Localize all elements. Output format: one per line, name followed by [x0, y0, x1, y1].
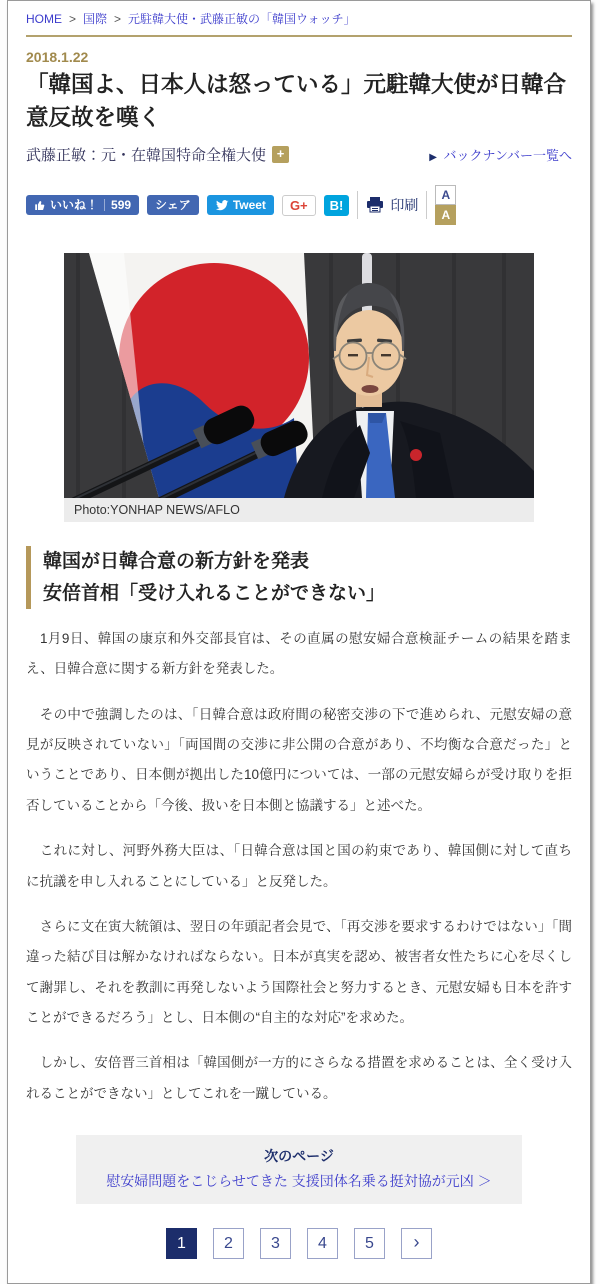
facebook-like-button[interactable]	[26, 195, 139, 215]
section-heading-line2: 安倍首相「受け入れることができない」	[43, 582, 386, 604]
next-page-label: 次のページ	[264, 1148, 334, 1165]
paragraph: しかし、安倍晋三首相は「韓国側が一方的にさらなる措置を求めることは、全く受け入れることができない」としてこれを一蹴している。	[26, 1055, 572, 1101]
author-row	[26, 144, 572, 165]
breadcrumb-home-link[interactable]: HOME	[26, 11, 62, 26]
author-expand-button[interactable]: +	[272, 146, 289, 163]
font-size-small-button[interactable]: A	[435, 185, 456, 205]
print-button[interactable]	[366, 195, 418, 215]
article-date: 2018.1.22	[26, 49, 89, 65]
like-label: いいね！	[50, 198, 99, 213]
share-toolbar	[26, 183, 572, 227]
facebook-share-button[interactable]: シェア	[147, 195, 199, 215]
twitter-bird-icon	[215, 199, 229, 211]
font-size-large-button[interactable]: A	[435, 205, 456, 225]
hatena-bookmark-button[interactable]: B!	[324, 195, 350, 216]
pagination-page-1[interactable]: 1	[166, 1228, 197, 1259]
paragraph: その中で強調したのは、「日韓合意は政府間の秘密交渉の下で進められ、元慰安婦の意見が反映されていない」「両国間の交渉に非公開の合意があり、不均衡な合意だった」ということであり、日本側が拠出した10億円については、一部の元慰安婦らが受け取りを拒否していることから「今後、扱いを日本側と協議する」と述べた。	[26, 706, 572, 813]
next-page-box	[76, 1135, 522, 1204]
breadcrumb-separator: >	[114, 11, 122, 26]
print-label: 印刷	[390, 197, 419, 214]
paragraph: これに対し、河野外務大臣は、「日韓合意は国と国の約束であり、韓国側に対して直ちに抗議を申し入れることにしている」と反発した。	[26, 843, 572, 889]
section-heading-line1: 韓国が日韓合意の新方針を発表	[43, 551, 310, 573]
breadcrumb-separator: >	[69, 11, 77, 26]
font-size-controls	[435, 185, 456, 225]
chevron-right-icon: ＞	[477, 1173, 492, 1190]
backnumber-link[interactable]: ▶ バックナンバー一覧へ	[429, 148, 572, 164]
pagination	[26, 1228, 572, 1259]
next-page-link[interactable]: 慰安婦問題をこじらせてきた 支援団体名乗る挺対協が元凶 ＞	[106, 1173, 492, 1190]
breadcrumb-series-link[interactable]: 元駐韓大使・武藤正敏の「韓国ウォッチ」	[128, 12, 356, 26]
author-name: 武藤正敏：元・在韓国特命全権大使	[26, 147, 267, 165]
author-line	[26, 144, 289, 165]
tweet-button[interactable]: Tweet	[207, 195, 274, 215]
article-page	[7, 0, 591, 1284]
pagination-page-4[interactable]: 4	[307, 1228, 338, 1259]
googleplus-button[interactable]: G+	[282, 195, 316, 216]
paragraph: さらに文在寅大統領は、翌日の年頭記者会見で、「再交渉を要求するわけではない」「間違った結び目は解かなければならない。日本が真実を認め、被害者女性たちに心を尽くして謝罪し、それを教訓に再発しないよう国際社会と努力するとき、元慰安婦も日本を許すことができるだろう」とし、日本側の“自主的な対応”を求めた。	[26, 918, 572, 1026]
printer-icon	[366, 197, 384, 213]
thumbs-up-icon	[34, 199, 46, 211]
article-figure	[64, 253, 534, 522]
breadcrumb	[26, 1, 572, 37]
divider	[426, 191, 427, 219]
photo-caption: Photo:YONHAP NEWS/AFLO	[64, 498, 534, 522]
pagination-page-2[interactable]: 2	[213, 1228, 244, 1259]
section-heading	[26, 546, 572, 609]
breadcrumb-category-link[interactable]: 国際	[83, 12, 108, 26]
article-body	[26, 624, 572, 1109]
pagination-page-5[interactable]: 5	[354, 1228, 385, 1259]
paragraph: 1月9日、韓国の康京和外交部長官は、その直属の慰安婦合意検証チームの結果を踏まえ、日韓合意に関する新方針を発表した。	[26, 630, 572, 677]
triangle-right-icon: ▶	[429, 152, 437, 164]
divider	[357, 191, 358, 219]
like-count: 599	[104, 199, 131, 211]
pagination-next-button[interactable]: ›	[401, 1228, 432, 1259]
pagination-page-3[interactable]: 3	[260, 1228, 291, 1259]
article-photo	[64, 253, 534, 498]
page-title: 「韓国よ、日本人は怒っている」元駐韓大使が日韓合意反故を嘆く	[26, 72, 567, 130]
